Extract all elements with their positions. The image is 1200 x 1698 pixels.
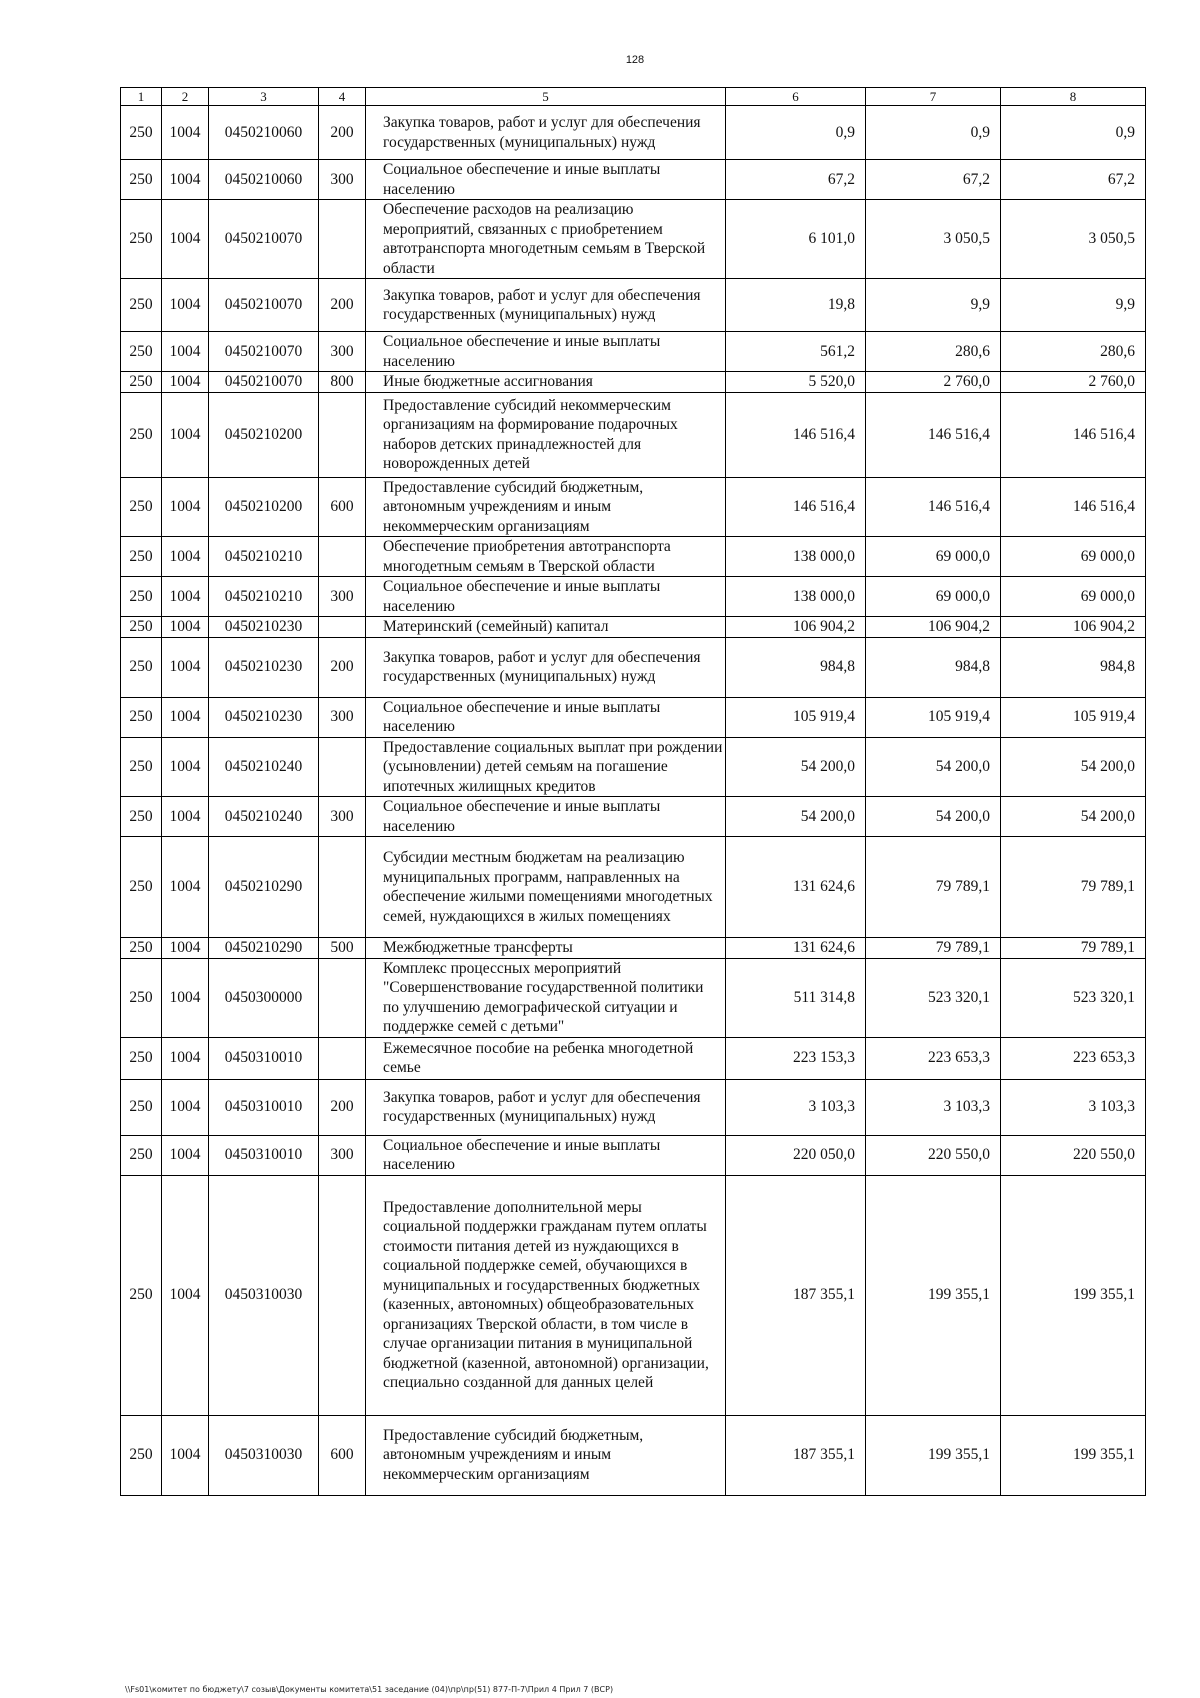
cell-amount-col6: 984,8 <box>726 637 866 697</box>
budget-table <box>120 87 1146 1496</box>
cell-amount-col7: 69 000,0 <box>866 537 1001 577</box>
table-row <box>121 1175 1146 1415</box>
cell-glava: 250 <box>121 106 162 160</box>
column-header: 7 <box>866 88 1001 106</box>
cell-glava: 250 <box>121 477 162 537</box>
cell-description: Обеспечение расходов на реализацию мероприятий, связанных с приобретением автотранспорта многодетным семьям в Тверской области <box>366 200 726 279</box>
cell-amount-col7: 199 355,1 <box>866 1415 1001 1495</box>
cell-razdel: 1004 <box>162 637 209 697</box>
cell-amount-col8: 223 653,3 <box>1001 1037 1146 1079</box>
table-row <box>121 477 1146 537</box>
cell-amount-col8: 280,6 <box>1001 332 1146 372</box>
cell-tselevaya-statya: 0450210210 <box>209 577 319 617</box>
cell-description: Социальное обеспечение и иные выплаты населению <box>366 697 726 737</box>
cell-amount-col6: 67,2 <box>726 160 866 200</box>
page-number: 128 <box>625 54 645 66</box>
cell-description: Социальное обеспечение и иные выплаты населению <box>366 577 726 617</box>
table-row <box>121 537 1146 577</box>
cell-vid-raskhodov <box>319 1175 366 1415</box>
cell-amount-col8: 54 200,0 <box>1001 797 1146 837</box>
table-row <box>121 577 1146 617</box>
cell-amount-col6: 138 000,0 <box>726 537 866 577</box>
cell-amount-col6: 5 520,0 <box>726 372 866 393</box>
cell-amount-col8: 146 516,4 <box>1001 392 1146 477</box>
column-header: 5 <box>366 88 726 106</box>
cell-razdel: 1004 <box>162 160 209 200</box>
cell-vid-raskhodov <box>319 392 366 477</box>
cell-glava: 250 <box>121 392 162 477</box>
cell-tselevaya-statya: 0450210070 <box>209 332 319 372</box>
cell-description: Материнский (семейный) капитал <box>366 617 726 638</box>
cell-glava: 250 <box>121 1175 162 1415</box>
cell-amount-col8: 105 919,4 <box>1001 697 1146 737</box>
cell-vid-raskhodov <box>319 737 366 797</box>
cell-razdel: 1004 <box>162 200 209 279</box>
table-row <box>121 279 1146 332</box>
cell-amount-col6: 187 355,1 <box>726 1415 866 1495</box>
cell-amount-col8: 0,9 <box>1001 106 1146 160</box>
column-number-row <box>121 88 1146 106</box>
cell-tselevaya-statya: 0450310010 <box>209 1135 319 1175</box>
cell-description: Предоставление субсидий некоммерческим организациям на формирование подарочных наборов детских принадлежностей для новорожденных детей <box>366 392 726 477</box>
cell-amount-col6: 131 624,6 <box>726 837 866 938</box>
cell-glava: 250 <box>121 332 162 372</box>
cell-razdel: 1004 <box>162 332 209 372</box>
cell-amount-col7: 199 355,1 <box>866 1175 1001 1415</box>
cell-description: Обеспечение приобретения автотранспорта многодетным семьям в Тверской области <box>366 537 726 577</box>
cell-vid-raskhodov <box>319 958 366 1037</box>
cell-vid-raskhodov: 500 <box>319 938 366 959</box>
cell-razdel: 1004 <box>162 737 209 797</box>
cell-amount-col7: 9,9 <box>866 279 1001 332</box>
cell-description: Социальное обеспечение и иные выплаты населению <box>366 797 726 837</box>
cell-tselevaya-statya: 0450210230 <box>209 697 319 737</box>
cell-glava: 250 <box>121 797 162 837</box>
cell-tselevaya-statya: 0450210290 <box>209 938 319 959</box>
cell-glava: 250 <box>121 577 162 617</box>
cell-amount-col7: 79 789,1 <box>866 938 1001 959</box>
column-header: 8 <box>1001 88 1146 106</box>
table-body <box>121 106 1146 1496</box>
footer-file-path: \\Fs01\комитет по бюджету\7 созыв\Документы комитета\51 заседание (04)\пр\пр(51) 877-П-7\Прил 4 Прил 7 (ВСР) <box>125 1685 614 1694</box>
cell-vid-raskhodov: 600 <box>319 1415 366 1495</box>
cell-tselevaya-statya: 0450210230 <box>209 637 319 697</box>
cell-amount-col6: 138 000,0 <box>726 577 866 617</box>
cell-amount-col7: 523 320,1 <box>866 958 1001 1037</box>
cell-razdel: 1004 <box>162 797 209 837</box>
cell-razdel: 1004 <box>162 1135 209 1175</box>
table-row <box>121 392 1146 477</box>
cell-amount-col7: 106 904,2 <box>866 617 1001 638</box>
cell-amount-col6: 131 624,6 <box>726 938 866 959</box>
cell-tselevaya-statya: 0450300000 <box>209 958 319 1037</box>
cell-glava: 250 <box>121 637 162 697</box>
cell-vid-raskhodov: 300 <box>319 1135 366 1175</box>
cell-description: Социальное обеспечение и иные выплаты населению <box>366 332 726 372</box>
cell-description: Субсидии местным бюджетам на реализацию муниципальных программ, направленных на обеспечение жилыми помещениями многодетных семей, нуждающихся в жилых помещениях <box>366 837 726 938</box>
cell-amount-col8: 3 050,5 <box>1001 200 1146 279</box>
cell-vid-raskhodov <box>319 537 366 577</box>
cell-amount-col6: 220 050,0 <box>726 1135 866 1175</box>
cell-amount-col8: 146 516,4 <box>1001 477 1146 537</box>
cell-vid-raskhodov: 200 <box>319 106 366 160</box>
cell-description: Социальное обеспечение и иные выплаты населению <box>366 160 726 200</box>
cell-razdel: 1004 <box>162 106 209 160</box>
cell-vid-raskhodov: 600 <box>319 477 366 537</box>
cell-vid-raskhodov: 200 <box>319 637 366 697</box>
cell-tselevaya-statya: 0450210240 <box>209 737 319 797</box>
cell-amount-col7: 54 200,0 <box>866 737 1001 797</box>
cell-razdel: 1004 <box>162 392 209 477</box>
cell-amount-col6: 0,9 <box>726 106 866 160</box>
cell-vid-raskhodov: 200 <box>319 279 366 332</box>
cell-amount-col7: 67,2 <box>866 160 1001 200</box>
cell-amount-col6: 187 355,1 <box>726 1175 866 1415</box>
table-row <box>121 1037 1146 1079</box>
table-row <box>121 617 1146 638</box>
cell-glava: 250 <box>121 697 162 737</box>
cell-tselevaya-statya: 0450210070 <box>209 200 319 279</box>
cell-tselevaya-statya: 0450210240 <box>209 797 319 837</box>
cell-vid-raskhodov: 300 <box>319 797 366 837</box>
cell-amount-col7: 146 516,4 <box>866 392 1001 477</box>
cell-tselevaya-statya: 0450210060 <box>209 160 319 200</box>
cell-description: Закупка товаров, работ и услуг для обеспечения государственных (муниципальных) нужд <box>366 279 726 332</box>
cell-razdel: 1004 <box>162 958 209 1037</box>
cell-amount-col7: 984,8 <box>866 637 1001 697</box>
cell-amount-col8: 69 000,0 <box>1001 537 1146 577</box>
cell-razdel: 1004 <box>162 1175 209 1415</box>
cell-vid-raskhodov <box>319 837 366 938</box>
cell-amount-col6: 223 153,3 <box>726 1037 866 1079</box>
cell-description: Предоставление субсидий бюджетным, автономным учреждениям и иным некоммерческим организациям <box>366 477 726 537</box>
cell-razdel: 1004 <box>162 372 209 393</box>
table-row <box>121 1415 1146 1495</box>
cell-razdel: 1004 <box>162 617 209 638</box>
cell-amount-col6: 54 200,0 <box>726 797 866 837</box>
cell-vid-raskhodov <box>319 1037 366 1079</box>
cell-vid-raskhodov: 300 <box>319 332 366 372</box>
cell-amount-col8: 199 355,1 <box>1001 1175 1146 1415</box>
cell-glava: 250 <box>121 279 162 332</box>
cell-tselevaya-statya: 0450210200 <box>209 477 319 537</box>
table-row <box>121 697 1146 737</box>
cell-amount-col6: 106 904,2 <box>726 617 866 638</box>
cell-amount-col6: 54 200,0 <box>726 737 866 797</box>
cell-tselevaya-statya: 0450210290 <box>209 837 319 938</box>
cell-description: Предоставление субсидий бюджетным, автономным учреждениям и иным некоммерческим организациям <box>366 1415 726 1495</box>
cell-razdel: 1004 <box>162 1415 209 1495</box>
cell-tselevaya-statya: 0450210230 <box>209 617 319 638</box>
cell-tselevaya-statya: 0450310010 <box>209 1037 319 1079</box>
cell-description: Предоставление дополнительной меры социальной поддержки гражданам путем оплаты стоимости питания детей из нуждающихся в социальной поддержке семей, обучающихся в муниципальных и государственных бюджетных (казенных, автономных) общеобразовательных организациях Тверской области, в том числе в случае организации питания в муниципальной бюджетной (казенной, автономной) организации, специально созданной для данных целей <box>366 1175 726 1415</box>
cell-amount-col7: 54 200,0 <box>866 797 1001 837</box>
cell-description: Закупка товаров, работ и услуг для обеспечения государственных (муниципальных) нужд <box>366 106 726 160</box>
table-row <box>121 637 1146 697</box>
cell-amount-col6: 105 919,4 <box>726 697 866 737</box>
cell-amount-col6: 6 101,0 <box>726 200 866 279</box>
cell-amount-col7: 2 760,0 <box>866 372 1001 393</box>
cell-glava: 250 <box>121 958 162 1037</box>
cell-razdel: 1004 <box>162 837 209 938</box>
cell-amount-col8: 3 103,3 <box>1001 1079 1146 1135</box>
column-header: 3 <box>209 88 319 106</box>
cell-glava: 250 <box>121 938 162 959</box>
cell-vid-raskhodov: 300 <box>319 577 366 617</box>
table-row <box>121 1079 1146 1135</box>
cell-description: Предоставление социальных выплат при рождении (усыновлении) детей семьям на погашение ипотечных жилищных кредитов <box>366 737 726 797</box>
cell-glava: 250 <box>121 1135 162 1175</box>
cell-vid-raskhodov <box>319 617 366 638</box>
cell-razdel: 1004 <box>162 537 209 577</box>
cell-amount-col7: 79 789,1 <box>866 837 1001 938</box>
cell-vid-raskhodov <box>319 200 366 279</box>
cell-amount-col8: 54 200,0 <box>1001 737 1146 797</box>
cell-amount-col8: 199 355,1 <box>1001 1415 1146 1495</box>
column-header: 2 <box>162 88 209 106</box>
cell-description: Ежемесячное пособие на ребенка многодетной семье <box>366 1037 726 1079</box>
cell-amount-col6: 511 314,8 <box>726 958 866 1037</box>
cell-glava: 250 <box>121 372 162 393</box>
cell-vid-raskhodov: 800 <box>319 372 366 393</box>
table-row <box>121 106 1146 160</box>
cell-vid-raskhodov: 200 <box>319 1079 366 1135</box>
cell-tselevaya-statya: 0450310030 <box>209 1415 319 1495</box>
cell-glava: 250 <box>121 160 162 200</box>
cell-razdel: 1004 <box>162 938 209 959</box>
cell-description: Закупка товаров, работ и услуг для обеспечения государственных (муниципальных) нужд <box>366 1079 726 1135</box>
cell-tselevaya-statya: 0450210070 <box>209 279 319 332</box>
table-row <box>121 160 1146 200</box>
cell-tselevaya-statya: 0450210060 <box>209 106 319 160</box>
cell-amount-col7: 0,9 <box>866 106 1001 160</box>
table-row <box>121 1135 1146 1175</box>
cell-description: Иные бюджетные ассигнования <box>366 372 726 393</box>
cell-glava: 250 <box>121 537 162 577</box>
cell-amount-col8: 79 789,1 <box>1001 938 1146 959</box>
cell-glava: 250 <box>121 200 162 279</box>
cell-amount-col8: 2 760,0 <box>1001 372 1146 393</box>
cell-razdel: 1004 <box>162 477 209 537</box>
cell-amount-col8: 984,8 <box>1001 637 1146 697</box>
table-row <box>121 372 1146 393</box>
cell-description: Межбюджетные трансферты <box>366 938 726 959</box>
table-row <box>121 737 1146 797</box>
cell-razdel: 1004 <box>162 1037 209 1079</box>
cell-amount-col6: 146 516,4 <box>726 392 866 477</box>
cell-amount-col7: 146 516,4 <box>866 477 1001 537</box>
cell-amount-col6: 561,2 <box>726 332 866 372</box>
column-header: 4 <box>319 88 366 106</box>
cell-glava: 250 <box>121 737 162 797</box>
cell-tselevaya-statya: 0450210210 <box>209 537 319 577</box>
cell-razdel: 1004 <box>162 697 209 737</box>
cell-glava: 250 <box>121 837 162 938</box>
cell-amount-col6: 19,8 <box>726 279 866 332</box>
cell-glava: 250 <box>121 1415 162 1495</box>
cell-description: Закупка товаров, работ и услуг для обеспечения государственных (муниципальных) нужд <box>366 637 726 697</box>
cell-amount-col7: 3 050,5 <box>866 200 1001 279</box>
cell-amount-col8: 106 904,2 <box>1001 617 1146 638</box>
cell-amount-col6: 146 516,4 <box>726 477 866 537</box>
table-row <box>121 797 1146 837</box>
cell-amount-col8: 220 550,0 <box>1001 1135 1146 1175</box>
cell-amount-col7: 69 000,0 <box>866 577 1001 617</box>
table-row <box>121 200 1146 279</box>
column-header: 1 <box>121 88 162 106</box>
cell-amount-col8: 67,2 <box>1001 160 1146 200</box>
cell-amount-col6: 3 103,3 <box>726 1079 866 1135</box>
cell-amount-col7: 3 103,3 <box>866 1079 1001 1135</box>
cell-razdel: 1004 <box>162 279 209 332</box>
table-row <box>121 958 1146 1037</box>
cell-glava: 250 <box>121 1037 162 1079</box>
column-header: 6 <box>726 88 866 106</box>
table-row <box>121 938 1146 959</box>
cell-amount-col8: 9,9 <box>1001 279 1146 332</box>
cell-description: Социальное обеспечение и иные выплаты населению <box>366 1135 726 1175</box>
cell-amount-col8: 69 000,0 <box>1001 577 1146 617</box>
cell-amount-col8: 523 320,1 <box>1001 958 1146 1037</box>
cell-amount-col8: 79 789,1 <box>1001 837 1146 938</box>
cell-glava: 250 <box>121 617 162 638</box>
cell-tselevaya-statya: 0450210070 <box>209 372 319 393</box>
cell-amount-col7: 280,6 <box>866 332 1001 372</box>
cell-amount-col7: 223 653,3 <box>866 1037 1001 1079</box>
cell-tselevaya-statya: 0450310010 <box>209 1079 319 1135</box>
cell-amount-col7: 105 919,4 <box>866 697 1001 737</box>
cell-tselevaya-statya: 0450310030 <box>209 1175 319 1415</box>
table-row <box>121 332 1146 372</box>
cell-vid-raskhodov: 300 <box>319 160 366 200</box>
cell-glava: 250 <box>121 1079 162 1135</box>
cell-description: Комплекс процессных мероприятий "Совершенствование государственной политики по улучшению демографической ситуации и поддержке семей с детьми" <box>366 958 726 1037</box>
cell-vid-raskhodov: 300 <box>319 697 366 737</box>
cell-razdel: 1004 <box>162 1079 209 1135</box>
cell-tselevaya-statya: 0450210200 <box>209 392 319 477</box>
table-row <box>121 837 1146 938</box>
cell-razdel: 1004 <box>162 577 209 617</box>
cell-amount-col7: 220 550,0 <box>866 1135 1001 1175</box>
